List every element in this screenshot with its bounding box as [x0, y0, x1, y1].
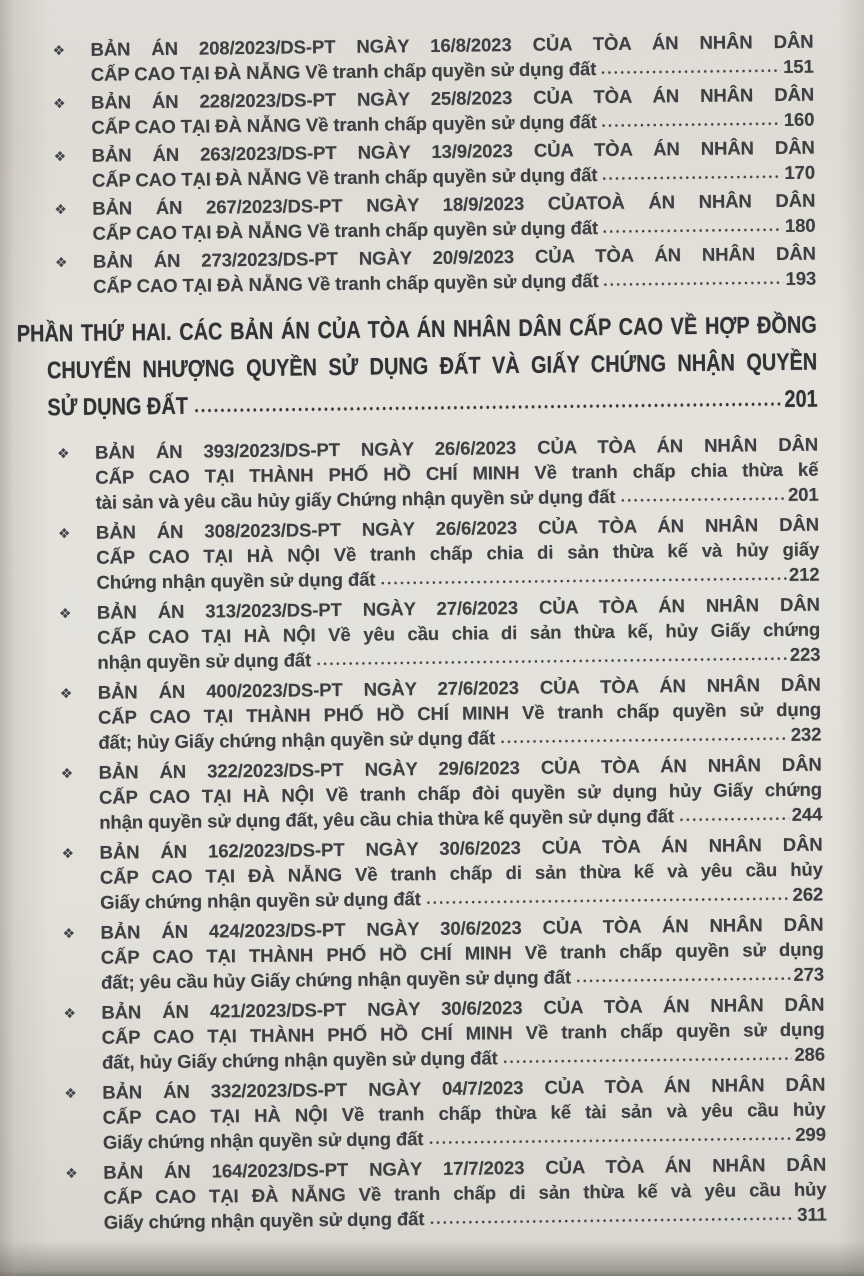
toc-part1-list	[50, 29, 816, 300]
page-number: 170	[784, 161, 816, 183]
section-page-number: 201	[784, 385, 818, 413]
page-number: 160	[783, 108, 815, 130]
toc-entry-text: CẤP CAO TẠI ĐÀ NẴNG Về tranh chấp quyền sử dụng đất	[91, 111, 597, 138]
section-heading-text: SỬ DỤNG ĐẤT	[47, 392, 189, 422]
toc-entry-lines	[90, 29, 814, 87]
page-number: 262	[792, 883, 824, 905]
toc-entry-line: BẢN ÁN 400/2023/DS-PT NGÀY 27/6/2023 CỦA TÒA ÁN NHÂN DÂN	[97, 673, 821, 703]
dot-leader	[429, 1216, 795, 1225]
dot-leader	[679, 816, 790, 822]
dot-leader	[503, 1056, 793, 1064]
toc-entry-lines	[98, 672, 822, 755]
diamond-bullet-icon: ❖	[53, 95, 66, 112]
toc-entry	[60, 912, 824, 996]
toc-entry	[63, 1152, 827, 1236]
toc-entry-text: CẤP CAO TẠI ĐÀ NẴNG Về tranh chấp quyền sử dụng đất	[92, 217, 599, 244]
toc-entry-line: BẢN ÁN 263/2023/DS-PT NGÀY 13/9/2023 CỦA TÒA ÁN NHÂN DÂN	[91, 136, 815, 166]
dot-leader	[380, 576, 787, 586]
toc-entry-lines	[99, 752, 823, 835]
toc-entry-line: CẤP CAO TẠI HÀ NỘI Về tranh chấp thừa kế tài sản và yêu cầu hủy	[102, 1098, 826, 1128]
toc-entry	[56, 512, 820, 596]
diamond-bullet-icon: ❖	[63, 1005, 77, 1022]
toc-entry-text: đất; yêu cầu hủy Giấy chứng nhận quyền sử dụng đất	[100, 966, 572, 993]
diamond-bullet-icon: ❖	[57, 525, 71, 542]
diamond-bullet-icon: ❖	[61, 845, 75, 862]
section-heading-line-2: CHUYỂN NHƯỢNG QUYỀN SỬ DỤNG ĐẤT VÀ GIẤY CHỨNG NHẬN QUYỀN	[46, 348, 818, 385]
toc-entry-line: BẢN ÁN 313/2023/DS-PT NGÀY 27/6/2023 CỦA TÒA ÁN NHÂN DÂN	[96, 593, 820, 623]
toc-entry-line: CẤP CAO TẠI THÀNH PHỐ HỒ CHÍ MINH Về tranh chấp chia thừa kế	[95, 458, 819, 488]
toc-entry-text: tài sản và yêu cầu hủy giấy Chứng nhận quyền sử dụng đất	[95, 485, 616, 513]
toc-entry-line: CẤP CAO TẠI THÀNH PHỐ HỒ CHÍ MINH Về tranh chấp quyền sử dụng	[97, 698, 822, 728]
diamond-bullet-icon: ❖	[65, 1165, 78, 1182]
toc-entry-line: BẢN ÁN 273/2023/DS-PT NGÀY 20/9/2023 CỦA TÒA ÁN NHÂN DÂN	[92, 242, 816, 272]
page-number: 244	[791, 803, 823, 825]
page-number: 212	[788, 563, 820, 585]
toc-entry-line: BẢN ÁN 162/2023/DS-PT NGÀY 30/6/2023 CỦA TÒA ÁN NHÂN DÂN	[99, 833, 823, 863]
dot-leader	[620, 496, 786, 503]
toc-entry-line: BẢN ÁN 267/2023/DS-PT NGÀY 18/9/2023 CỦATOÀ ÁN NHÂN DÂN	[92, 189, 816, 219]
dot-leader	[602, 174, 782, 181]
toc-entry	[59, 752, 823, 836]
toc-entry-lines	[92, 135, 816, 193]
toc-entry-text: nhận quyền sử dụng đất, yêu cầu chia thừa kế quyền sử dụng đất	[99, 805, 675, 833]
dot-leader	[601, 68, 781, 75]
dot-leader	[500, 736, 789, 744]
toc-entry-text: Giấy chứng nhận quyền sử dụng đất	[100, 888, 421, 913]
section-heading	[17, 307, 818, 427]
dot-leader	[603, 227, 783, 234]
toc-entry-lines	[103, 1152, 827, 1235]
toc-entry-lines	[99, 832, 823, 915]
diamond-bullet-icon: ❖	[54, 254, 68, 271]
dot-leader	[576, 976, 791, 983]
toc-entry-lines	[97, 592, 821, 675]
page-number: 232	[790, 723, 822, 745]
diamond-bullet-icon: ❖	[60, 765, 74, 782]
toc-entry-line: BẢN ÁN 164/2023/DS-PT NGÀY 17/7/2023 CỦA TÒA ÁN NHÂN DÂN	[103, 1153, 827, 1183]
toc-entry-line: BẢN ÁN 228/2023/DS-PT NGÀY 25/8/2023 CỦA TÒA ÁN NHÂN DÂN	[90, 83, 815, 113]
page-number: 273	[793, 963, 825, 985]
toc-entry-line: CẤP CAO TẠI ĐÀ NẴNG Về tranh chấp di sản thừa kế và yêu cầu hủy	[99, 858, 823, 888]
diamond-bullet-icon: ❖	[53, 148, 67, 165]
toc-entry-line: BẢN ÁN 393/2023/DS-PT NGÀY 26/6/2023 CỦA TÒA ÁN NHÂN DÂN	[94, 433, 819, 463]
toc-entry-text: Giấy chứng nhận quyền sử dụng đất	[102, 1128, 424, 1153]
toc-entry	[62, 1072, 826, 1156]
dot-leader	[426, 896, 791, 905]
page-number: 193	[785, 267, 817, 289]
page-number: 180	[784, 214, 816, 236]
toc-entry-text: đất; hủy Giấy chứng nhận quyền sử dụng đất	[98, 727, 496, 753]
page-number: 311	[797, 1203, 827, 1225]
toc-entry	[52, 135, 816, 194]
diamond-bullet-icon: ❖	[64, 1085, 77, 1102]
toc-entry	[51, 82, 815, 141]
toc-entry	[58, 672, 822, 756]
diamond-bullet-icon: ❖	[54, 201, 67, 218]
diamond-bullet-icon: ❖	[58, 605, 72, 622]
toc-entry-line: CẤP CAO TẠI HÀ NỘI Về yêu cầu chia di sản thừa kế, hủy Giấy chứng	[97, 618, 821, 648]
section-heading-line-3	[17, 381, 817, 427]
toc-entry-text: nhận quyền sử dụng đất	[97, 649, 312, 673]
toc-entry-text: CẤP CAO TẠI ĐÀ NẴNG Về tranh chấp quyền sử dụng đất	[91, 164, 598, 191]
dot-leader	[195, 401, 782, 414]
toc-entry-lines	[91, 82, 815, 140]
toc-entry-line: CẤP CAO TẠI THÀNH PHỐ HỒ CHÍ MINH Về tranh chấp quyền sử dụng	[100, 938, 824, 968]
dot-leader	[602, 121, 782, 128]
toc-entry-lines	[95, 432, 819, 515]
page-number: 299	[795, 1123, 826, 1145]
toc-entry-line: BẢN ÁN 308/2023/DS-PT NGÀY 26/6/2023 CỦA TÒA ÁN NHÂN DÂN	[95, 513, 820, 543]
toc-entry-text: Chứng nhận quyền sử dụng đất	[96, 568, 376, 593]
page-number: 151	[783, 55, 814, 77]
toc-entry-line: BẢN ÁN 332/2023/DS-PT NGÀY 04/7/2023 CỦA TÒA ÁN NHÂN DÂN	[102, 1073, 826, 1103]
toc-entry-line: BẢN ÁN 424/2023/DS-PT NGÀY 30/6/2023 CỦA TÒA ÁN NHÂN DÂN	[100, 913, 824, 943]
dot-leader	[316, 656, 788, 666]
toc-entry	[57, 592, 821, 676]
toc-entry-text: Giấy chứng nhận quyền sử dụng đất	[103, 1208, 425, 1233]
toc-entry-line: CẤP CAO TẠI HÀ NỘI Về tranh chấp chia di sản thừa kế và hủy giấy	[96, 538, 820, 568]
toc-entry-line: CẤP CAO TẠI HÀ NỘI Về tranh chấp đòi quyền sử dụng hủy Giấy chứng	[98, 778, 823, 808]
page-number: 286	[794, 1043, 826, 1065]
toc-entry	[50, 29, 814, 88]
page-number: 223	[789, 643, 821, 665]
toc-entry-lines	[100, 912, 824, 995]
toc-entry-line: CẤP CAO TẠI ĐÀ NẴNG Về tranh chấp di sản thừa kế và yêu cầu hủy	[103, 1178, 827, 1208]
diamond-bullet-icon: ❖	[59, 685, 73, 702]
diamond-bullet-icon: ❖	[62, 925, 76, 942]
toc-entry-text: đất, hủy Giấy chứng nhận quyền sử dụng đất	[101, 1047, 498, 1073]
toc-entry-text: CẤP CAO TẠI ĐÀ NẴNG Về tranh chấp quyền sử dụng đất	[90, 58, 597, 85]
toc-entry	[53, 241, 817, 300]
toc-entry-text: CẤP CAO TẠI ĐÀ NẴNG Về tranh chấp quyền sử dụng đất	[93, 270, 599, 297]
dot-leader	[604, 280, 784, 287]
toc-entry	[55, 432, 819, 516]
toc-entry-line: BẢN ÁN 208/2023/DS-PT NGÀY 16/8/2023 CỦA TÒA ÁN NHÂN DÂN	[90, 30, 814, 60]
toc-part2-list	[55, 432, 827, 1236]
section-heading-line-1: PHẦN THỨ HAI. CÁC BẢN ÁN CỦA TÒA ÁN NHÂN DÂN CẤP CAO VỀ HỢP ĐỒNG	[16, 311, 817, 348]
toc-entry-line: BẢN ÁN 421/2023/DS-PT NGÀY 30/6/2023 CỦA TÒA ÁN NHÂN DÂN	[101, 993, 825, 1023]
toc-entry-line: BẢN ÁN 322/2023/DS-PT NGÀY 29/6/2023 CỦA TÒA ÁN NHÂN DÂN	[98, 753, 822, 783]
toc-entry-lines	[101, 992, 825, 1075]
diamond-bullet-icon: ❖	[56, 445, 70, 462]
toc-entry	[52, 188, 816, 247]
page-number: 201	[787, 483, 819, 505]
toc-entry-lines	[92, 188, 816, 246]
toc-entry-lines	[93, 241, 817, 299]
diamond-bullet-icon: ❖	[52, 42, 66, 59]
toc-entry-line: CẤP CAO TẠI THÀNH PHỐ HỒ CHÍ MINH Về tranh chấp quyền sử dụng	[101, 1018, 825, 1048]
toc-entry	[59, 832, 823, 916]
toc-entry-lines	[102, 1072, 826, 1155]
dot-leader	[428, 1136, 793, 1145]
toc-entry	[61, 992, 825, 1076]
toc-entry-lines	[96, 512, 820, 595]
